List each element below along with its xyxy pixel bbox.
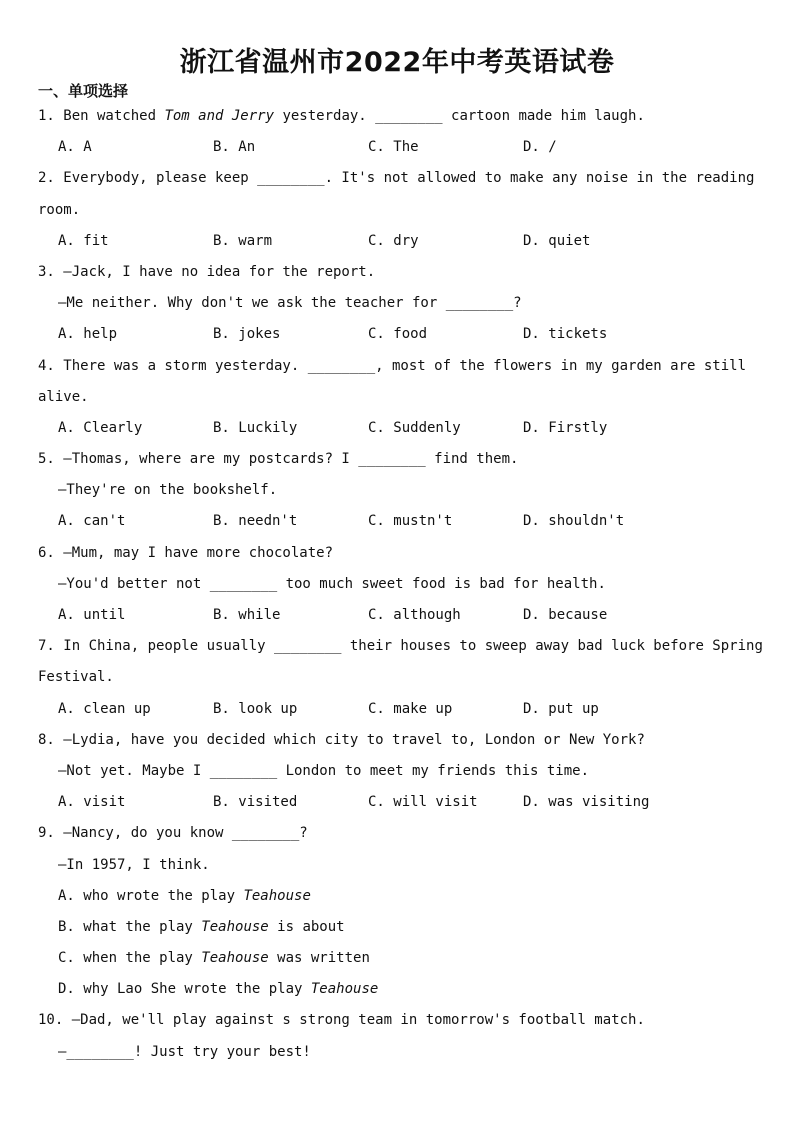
option-d: D. / — [523, 139, 557, 156]
question-4-options — [38, 413, 758, 444]
question-6-stem: 6. —Mum, may I have more chocolate? — [38, 544, 334, 561]
option-a: A. visit — [58, 794, 126, 811]
option-c: C. Suddenly — [368, 419, 461, 436]
option-a: A. A — [58, 139, 92, 156]
question-9-option-a: A. who wrote the play Teahouse — [58, 887, 311, 904]
page-title: 浙江省温州市2022年中考英语试卷 — [179, 47, 615, 78]
option-d: D. shouldn't — [523, 513, 625, 530]
question-5-stem: 5. —Thomas, where are my postcards? I ________ find them. — [38, 451, 519, 468]
option-c: C. The — [368, 139, 419, 156]
question-3-options — [38, 319, 758, 350]
question-6-options — [38, 600, 758, 631]
option-b: B. look up — [213, 700, 298, 717]
question-10-stem: 10. —Dad, we'll play against s strong team in tomorrow's football match. — [38, 1012, 645, 1029]
option-a: A. help — [58, 326, 118, 343]
option-a: A. fit — [58, 232, 109, 249]
option-d: D. Firstly — [523, 419, 608, 436]
question-1-options — [38, 132, 758, 163]
option-d: D. was visiting — [523, 794, 650, 811]
question-5-options — [38, 506, 758, 537]
option-c: C. make up — [368, 700, 453, 717]
option-d: D. because — [523, 607, 608, 623]
question-9-stem: 9. —Nancy, do you know ________? — [38, 825, 308, 842]
question-5-dialogue: —They're on the bookshelf. — [58, 482, 278, 499]
option-c: C. mustn't — [368, 513, 453, 530]
option-b: B. An — [213, 139, 256, 156]
question-10-dialogue: —________! Just try your best! — [58, 1043, 311, 1060]
option-b: B. Luckily — [213, 419, 298, 436]
question-3-dialogue: —Me neither. Why don't we ask the teacher for ________? — [58, 295, 522, 312]
option-d: D. quiet — [523, 232, 591, 249]
option-a: A. can't — [58, 513, 126, 530]
question-2-stem-cont: room. — [38, 201, 81, 218]
option-c: C. although — [368, 607, 461, 623]
question-4-stem-cont: alive. — [38, 388, 89, 405]
option-b: B. warm — [213, 232, 273, 249]
question-7-options — [38, 694, 758, 725]
section-heading: 一、单项选择 — [38, 82, 129, 100]
question-9-dialogue: —In 1957, I think. — [58, 856, 210, 873]
question-4-stem: 4. There was a storm yesterday. ________, most of the flowers in my garden are still — [38, 357, 747, 374]
question-9-option-d: D. why Lao She wrote the play Teahouse — [58, 981, 379, 998]
option-c: C. dry — [368, 232, 419, 249]
option-a: A. clean up — [58, 700, 151, 717]
option-c: C. food — [368, 326, 428, 343]
question-8-stem: 8. —Lydia, have you decided which city to travel to, London or New York? — [38, 731, 645, 748]
option-d: D. put up — [523, 700, 599, 717]
option-b: B. needn't — [213, 513, 298, 530]
question-8-options — [38, 787, 758, 818]
option-a: A. Clearly — [58, 419, 143, 436]
question-2-stem: 2. Everybody, please keep ________. It's not allowed to make any noise in the reading — [38, 170, 755, 187]
question-6-dialogue: —You'd better not ________ too much sweet food is bad for health. — [58, 575, 606, 592]
question-9-option-b: B. what the play Teahouse is about — [58, 918, 345, 935]
option-b: B. visited — [213, 794, 298, 811]
question-2-options — [38, 226, 758, 257]
question-7-stem-cont: Festival. — [38, 669, 114, 686]
question-3-stem: 3. —Jack, I have no idea for the report. — [38, 263, 376, 280]
option-b: B. jokes — [213, 326, 281, 343]
option-b: B. while — [213, 607, 281, 623]
question-1-stem: 1. Ben watched Tom and Jerry yesterday. ________ cartoon made him laugh. — [38, 108, 645, 124]
option-a: A. until — [58, 607, 126, 623]
question-7-stem: 7. In China, people usually ________ their houses to sweep away bad luck before Spring — [38, 638, 763, 655]
option-d: D. tickets — [523, 326, 608, 343]
question-8-dialogue: —Not yet. Maybe I ________ London to meet my friends this time. — [58, 762, 590, 779]
question-list — [38, 101, 763, 1068]
question-9-option-c: C. when the play Teahouse was written — [58, 950, 370, 967]
option-c: C. will visit — [368, 794, 478, 811]
